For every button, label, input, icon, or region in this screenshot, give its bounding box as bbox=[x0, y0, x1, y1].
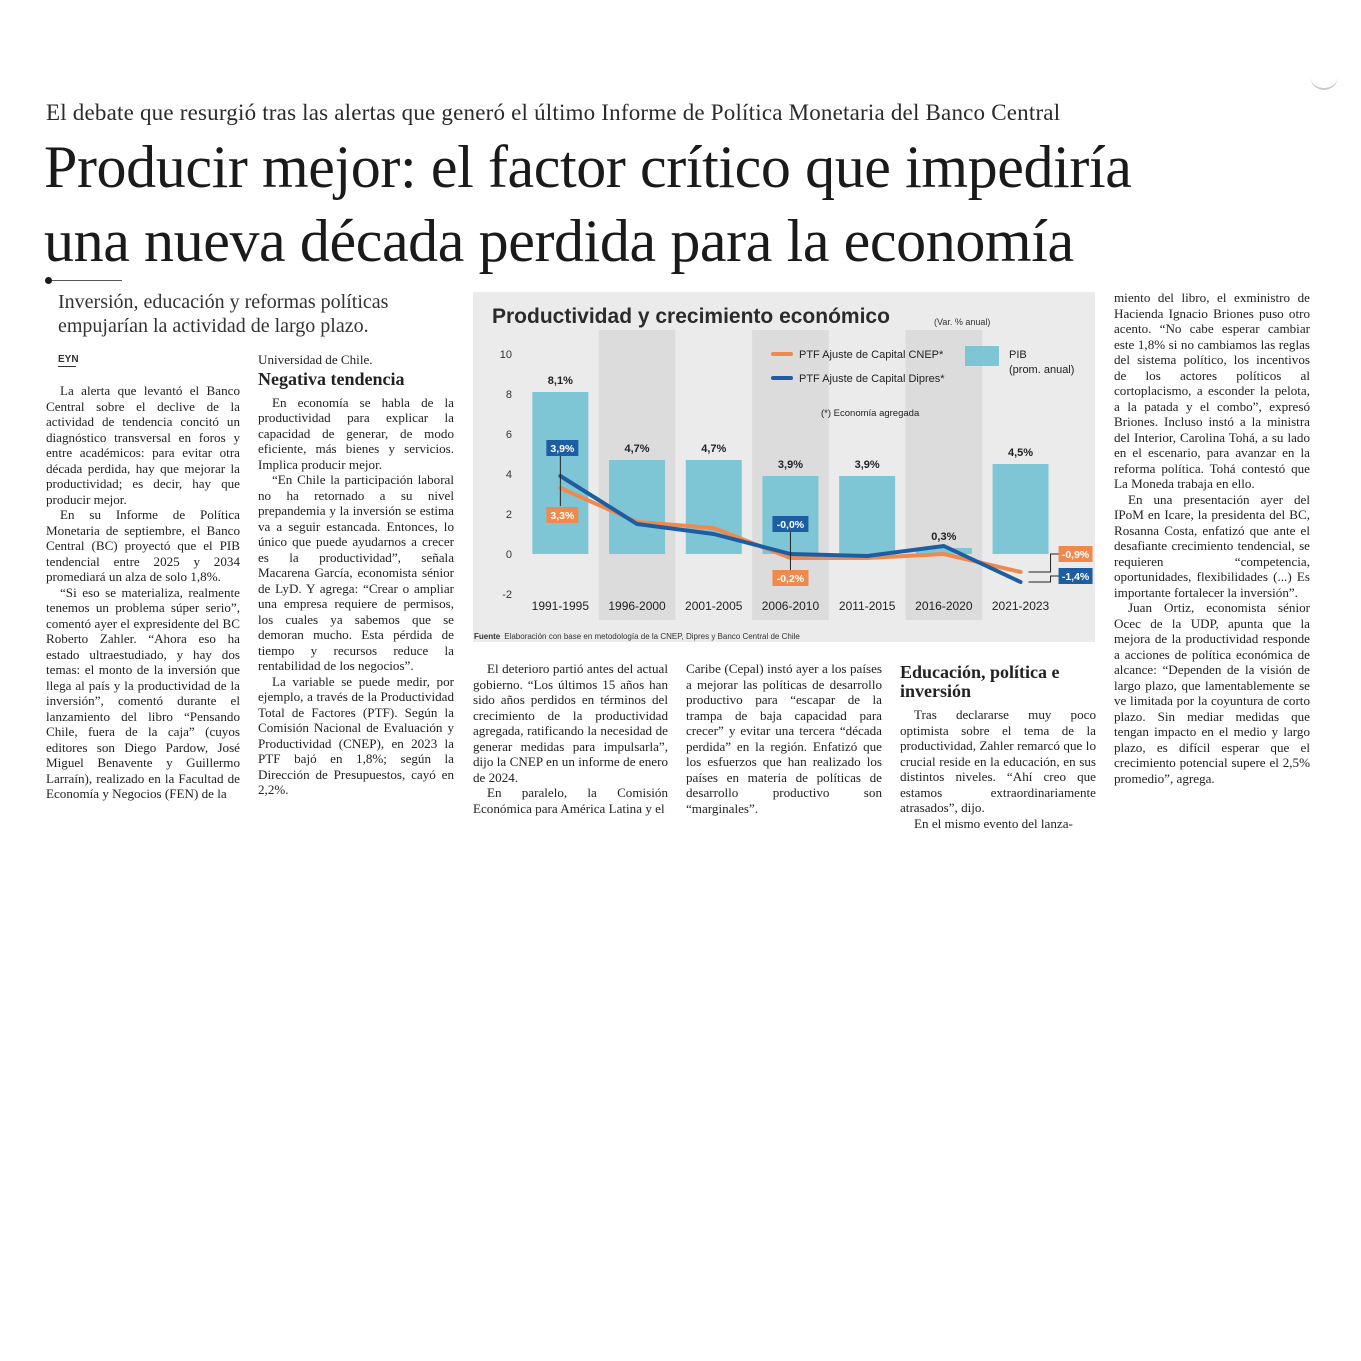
paragraph: En su Informe de Política Monetaria de septiembre, el Banco Central (BC) proyectó que el PIB tendencial entre 2025 y 2034 promediará un alza de solo 1,8%. bbox=[46, 507, 240, 584]
callout-label: 3,3% bbox=[550, 510, 575, 522]
bar-value-label: 4,7% bbox=[701, 443, 727, 455]
y-tick-label: 2 bbox=[505, 509, 512, 521]
y-tick-label: 0 bbox=[505, 549, 512, 561]
y-tick-label: 6 bbox=[505, 429, 512, 441]
paragraph: Tras declararse muy poco optimista sobre el tema de la productividad, Zahler remarcó que lo crucial reside en la educación, en sus distintos niveles. “Ahí creo que estamos extraordinariamente atrasados”, dijo. bbox=[900, 707, 1096, 815]
paragraph: El deterioro partió antes del actual gobierno. “Los últimos 15 años han sido años perdidos en términos del crecimiento de la productividad agregada, ratificando la necesidad de generar medidas para impulsarla”, dijo la CNEP en un informe de enero de 2024. bbox=[473, 661, 668, 785]
chart-panel bbox=[473, 292, 1095, 642]
y-tick-label: -2 bbox=[502, 589, 512, 601]
section-heading: Negativa tendencia bbox=[258, 368, 405, 389]
callout-label: -1,4% bbox=[1061, 571, 1090, 583]
kicker: El debate que resurgió tras las alertas que generó el último Informe de Política Monetaria del Banco Central bbox=[46, 100, 1061, 125]
callout-label: 3,9% bbox=[550, 443, 575, 455]
chart-title: Productividad y crecimiento económico bbox=[492, 305, 890, 328]
paragraph: En el mismo evento del lanza- bbox=[914, 815, 1073, 831]
paragraph: En una presentación ayer del IPoM en Icare, la presidenta del BC, Rosanna Costa, enfatizó que ante el desafiante crecimiento tendencial, se requieren “competencia, oportunidades, flexibilidades (...) Es importante fortalecer la inversión”. bbox=[1114, 491, 1310, 600]
bar-value-label: 4,5% bbox=[1008, 447, 1034, 459]
byline: EYN bbox=[58, 354, 79, 365]
source-label: Fuente bbox=[474, 632, 501, 641]
legend-swatch-pib bbox=[965, 346, 999, 366]
x-tick-label: 1996-2000 bbox=[608, 599, 666, 613]
chart-source bbox=[474, 632, 800, 641]
y-tick-label: 10 bbox=[499, 349, 512, 361]
paragraph: miento del libro, el exministro de Hacienda Ignacio Briones puso otro acento. “No cabe esperar cambiar este 1,8% si no cambiamos las reglas del sistema político, los incentivos de los actores políticos al cortoplacismo, a esconder la pelota, a la patada y el combo”, expresó Briones. Incluso instó a la ministra del Interior, Carolina Tohá, a su lado en el escenario, para avanzar en la reforma política. Tohá contestó que La Moneda trabaja en ello. bbox=[1114, 290, 1310, 491]
chart-svg bbox=[473, 292, 1095, 642]
headline-line-1: Producir mejor: el factor crítico que impediría bbox=[44, 134, 1132, 200]
bar bbox=[839, 476, 895, 554]
text-column-1 bbox=[46, 383, 240, 802]
paragraph: Universidad de Chile. bbox=[258, 352, 373, 367]
text-column-5 bbox=[900, 661, 1096, 831]
callout-leader bbox=[1029, 554, 1059, 572]
bar bbox=[609, 460, 665, 554]
x-tick-label: 2006-2010 bbox=[761, 599, 820, 613]
text-column-6 bbox=[1114, 290, 1310, 786]
bar-value-label: 3,9% bbox=[854, 459, 880, 471]
paragraph: “Si eso se materializa, realmente tenemos un problema súper serio”, comentó ayer el expresidente del BC Roberto Zahler. “Ahora eso ha estado ultraestudiado, y hay dos temas: el monto de la inversión que llega al país y la productividad de la inversión”, comentó durante el lanzamiento del libro “Pensando Chile, fuera de la caja” (cuyos editores son Diego Pardow, José Miguel Benavente y Guillermo Larraín), realizado en la Facultad de Economía y Negocios (FEN) de la bbox=[46, 584, 240, 801]
x-tick-label: 2011-2015 bbox=[838, 599, 896, 613]
chart-subtitle: (Var. % anual) bbox=[934, 317, 991, 327]
section-heading: Educación, política e inversión bbox=[900, 662, 1060, 701]
legend-label-dipres: PTF Ajuste de Capital Dipres* bbox=[799, 373, 945, 385]
paragraph: Juan Ortiz, economista sénior Ocec de la UDP, apunta que la mejora de la productividad responde a acciones de política económica de alcance: “Dependen de la visión de largo plazo, que lamentablemente se ve limitada por la coyuntura de corto plazo. Sin mediar medidas que tengan impacto en el medio y largo plazo, es difícil esperar que el crecimiento potencial supere el 2,5% promedio”, agrega. bbox=[1114, 600, 1310, 786]
legend-sublabel-pib: (prom. anual) bbox=[1009, 364, 1075, 376]
x-tick-label: 2021-2023 bbox=[991, 599, 1050, 613]
byline-rule bbox=[58, 366, 76, 367]
callout-label: -0,9% bbox=[1061, 549, 1090, 561]
bar-value-label: 8,1% bbox=[547, 375, 573, 387]
paragraph: En economía se habla de la productividad para explicar la capacidad de generar, de modo eficiente, más bienes y servicios. Implica producir mejor. bbox=[258, 394, 454, 472]
text-column-3 bbox=[473, 661, 668, 816]
legend-label-cnep: PTF Ajuste de Capital CNEP* bbox=[799, 349, 944, 361]
bar bbox=[993, 464, 1049, 554]
callout-label: -0,2% bbox=[776, 573, 805, 585]
paragraph: Caribe (Cepal) instó ayer a los países a mejorar las políticas de desarrollo productivo para “escapar de la trampa de baja capacidad para crecer” y evitar una tercera “década perdida” en la región. Enfatizó que los esfuerzos que han realizado los países en materia de políticas de desarrollo productivo son “marginales”. bbox=[686, 661, 882, 816]
paragraph: En paralelo, la Comisión Económica para América Latina y el bbox=[473, 785, 668, 816]
x-tick-label: 2016-2020 bbox=[915, 599, 973, 613]
callout-leader bbox=[1029, 576, 1059, 582]
rule-dot bbox=[45, 277, 52, 284]
y-tick-label: 4 bbox=[505, 469, 512, 481]
callout-label: -0,0% bbox=[776, 519, 805, 531]
paragraph: La alerta que levantó el Banco Central sobre el declive de la actividad de tendencia concitó un diagnóstico transversal en foros y entre académicos: para evitar otra década perdida, hay que mejorar la productividad; es decir, hay que producir mejor. bbox=[46, 383, 240, 507]
x-tick-label: 2001-2005 bbox=[685, 599, 743, 613]
chart-note: (*) Economía agregada bbox=[821, 408, 920, 419]
x-tick-label: 1991-1995 bbox=[531, 599, 590, 613]
paragraph: La variable se puede medir, por ejemplo, a través de la Productividad Total de Factores (PTF). Según la Comisión Nacional de Evaluación y Productividad (CNEP), en 2023 la PTF bajó en 1,8%; según la Dirección de Presupuestos, cayó en 2,2%. bbox=[258, 673, 454, 797]
rule-line bbox=[52, 280, 122, 281]
page-curl-mark bbox=[1310, 70, 1338, 90]
text-column-4 bbox=[686, 661, 882, 816]
text-column-2 bbox=[258, 352, 454, 798]
y-tick-label: 8 bbox=[505, 389, 512, 401]
paragraph: “En Chile la participación laboral no ha retornado a su nivel prepandemia y la inversión se estima va a seguir estancada. Entonces, lo único que puede ayudarnos a crecer es la productividad”, señala Macarena García, economista sénior de LyD. Y agrega: “Crear o ampliar una empresa requiere de permisos, los cuales ya sabemos que se demoran mucho. Esta pérdida de tiempo y recursos reduce la rentabilidad de los negocios”. bbox=[258, 472, 454, 673]
headline-line-2: una nueva década perdida para la economía bbox=[44, 208, 1074, 274]
bar-value-label: 3,9% bbox=[777, 459, 803, 471]
source-text: Elaboración con base en metodología de la CNEP, Dipres y Banco Central de Chile bbox=[504, 632, 800, 641]
bar-value-label: 0,3% bbox=[931, 531, 957, 543]
deck: Inversión, educación y reformas políticas empujarían la actividad de largo plazo. bbox=[58, 291, 389, 337]
legend-label-pib: PIB bbox=[1009, 349, 1027, 361]
bar-value-label: 4,7% bbox=[624, 443, 650, 455]
